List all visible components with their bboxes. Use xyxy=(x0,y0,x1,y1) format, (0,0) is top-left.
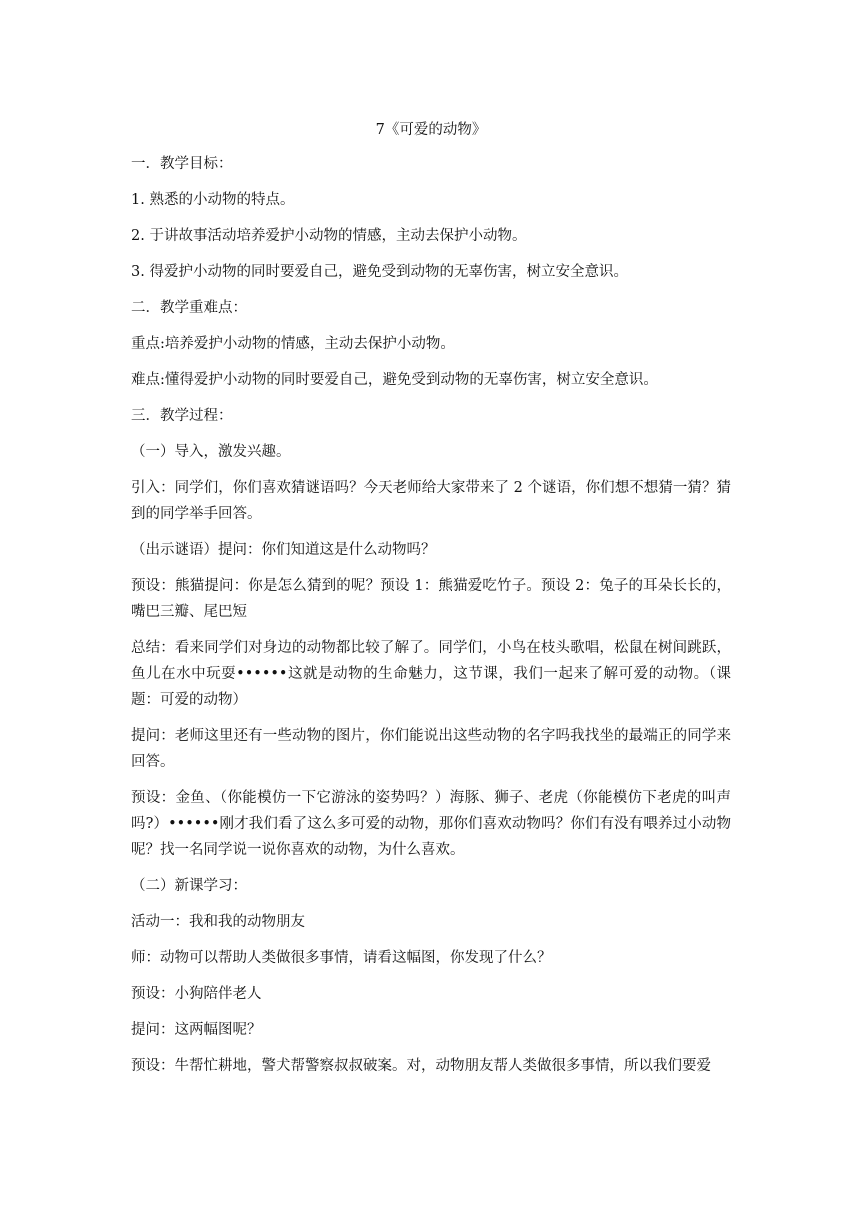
paragraph: 预设：熊猫提问：你是怎么猜到的呢？预设 1：熊猫爱吃竹子。预设 2：兔子的耳朵长长的，嘴巴三瓣、尾巴短 xyxy=(131,578,731,620)
document-title: 7《可爱的动物》 xyxy=(375,122,487,138)
paragraph: 预设：小狗陪伴老人 xyxy=(131,986,262,1002)
paragraph: 三．教学过程： xyxy=(131,408,233,424)
paragraph: 师：动物可以帮助人类做很多事情，请看这幅图，你发现了什么？ xyxy=(131,950,552,966)
paragraph: 预设：金鱼、（你能模仿一下它游泳的姿势吗？）海豚、狮子、老虎（你能模仿下老虎的叫声吗?）••••••刚才我们看了这么多可爱的动物，那你们喜欢动物吗？你们有没有喂养过小动物呢？找一名同学说一说你喜欢的动物，为什么喜欢。 xyxy=(131,790,731,858)
paragraph: 总结：看来同学们对身边的动物都比较了解了。同学们，小鸟在枝头歌唱，松鼠在树间跳跃，鱼儿在水中玩耍••••••这就是动物的生命魅力，这节课，我们一起来了解可爱的动物。（课题：可爱的动物） xyxy=(131,640,731,708)
paragraph: （二）新课学习： xyxy=(131,878,247,894)
paragraph: 3. 得爱护小动物的同时要爱自己，避免受到动物的无辜伤害，树立安全意识。 xyxy=(131,264,628,280)
paragraph: 难点:懂得爱护小动物的同时要爱自己，避免受到动物的无辜伤害，树立安全意识。 xyxy=(131,372,658,388)
paragraph: 提问：这两幅图呢？ xyxy=(131,1022,262,1038)
paragraph: 重点:培养爱护小动物的情感，主动去保护小动物。 xyxy=(131,336,455,352)
paragraph: 提问：老师这里还有一些动物的图片，你们能说出这些动物的名字吗我找坐的最端正的同学来回答。 xyxy=(131,728,731,770)
paragraph: 二．教学重难点： xyxy=(131,300,247,316)
paragraph: 2. 于讲故事活动培养爱护小动物的情感，主动去保护小动物。 xyxy=(131,228,527,244)
paragraph: 引入：同学们，你们喜欢猜谜语吗？今天老师给大家带来了 2 个谜语，你们想不想猜一猜？猜到的同学举手回答。 xyxy=(131,480,731,522)
paragraph: 预设：牛帮忙耕地，警犬帮警察叔叔破案。对，动物朋友帮人类做很多事情，所以我们要爱 xyxy=(131,1058,711,1074)
paragraph: 一．教学目标： xyxy=(131,156,233,172)
paragraph: （出示谜语）提问：你们知道这是什么动物吗？ xyxy=(131,542,436,558)
document-body xyxy=(131,117,731,1089)
paragraph: 1. 熟悉的小动物的特点。 xyxy=(131,192,295,208)
paragraph: （一）导入，激发兴趣。 xyxy=(131,444,291,460)
paragraph: 活动一：我和我的动物朋友 xyxy=(131,914,305,930)
